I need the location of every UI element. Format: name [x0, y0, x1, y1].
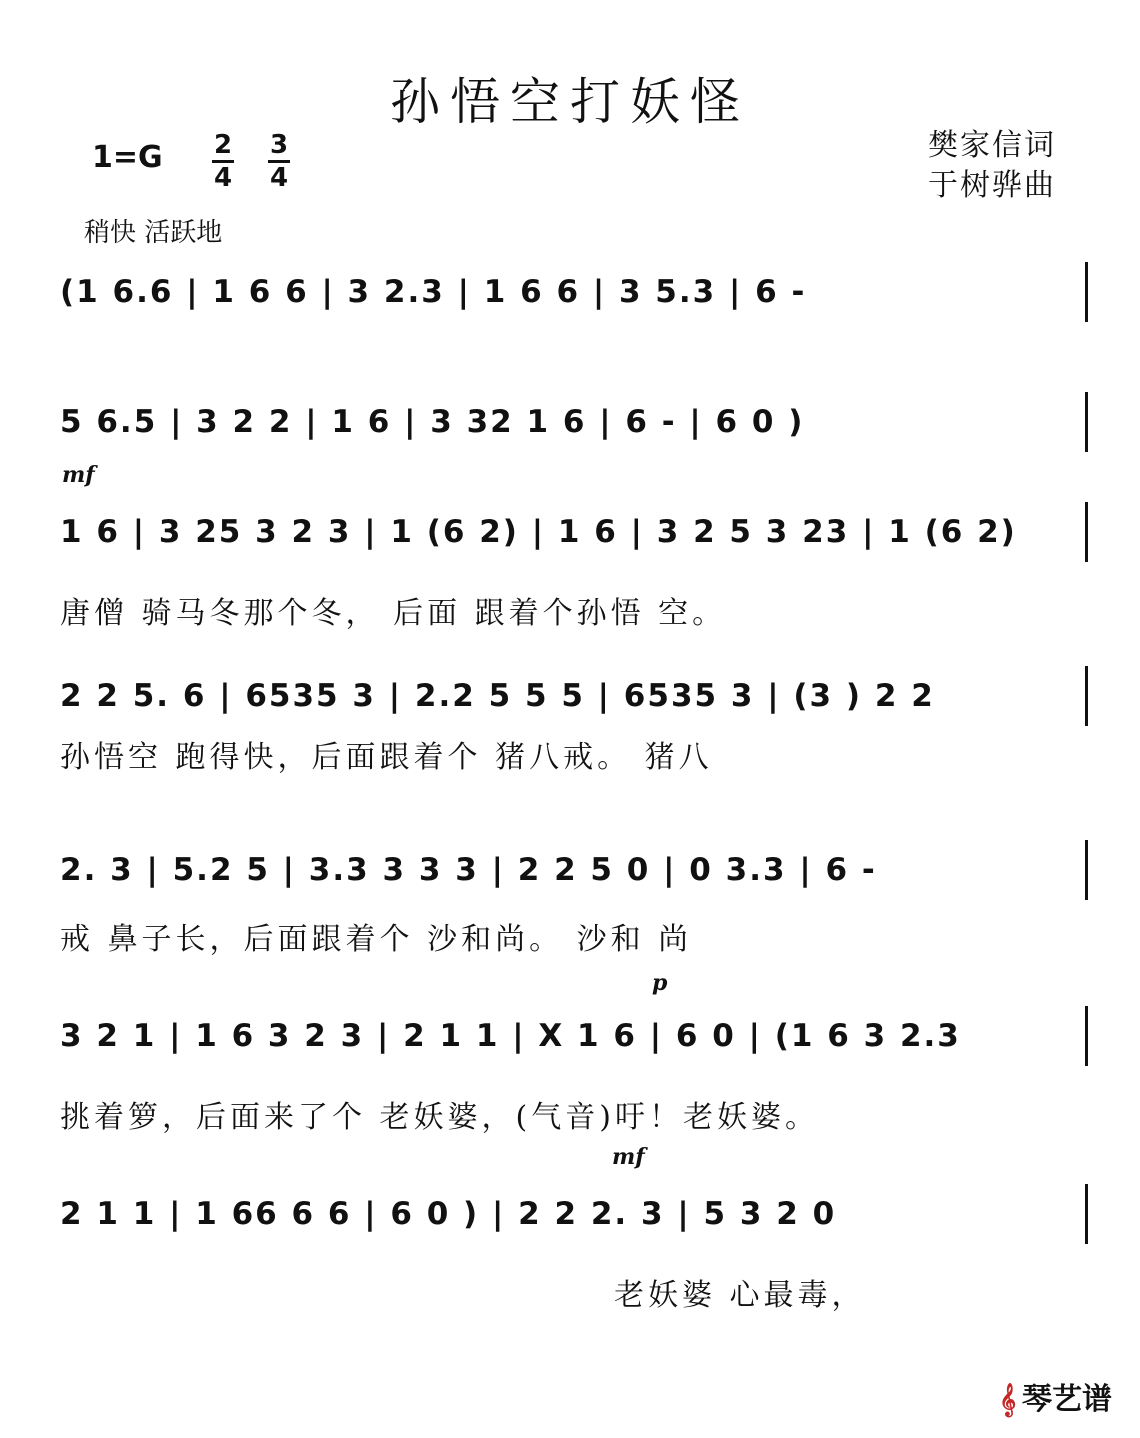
- barline: [1085, 392, 1088, 452]
- dynamic-mf: mf: [62, 462, 95, 488]
- barlines: [60, 1006, 1100, 1068]
- barline: [1085, 840, 1088, 900]
- barline: [1085, 1006, 1088, 1066]
- barline: [1085, 502, 1088, 562]
- barlines: [60, 502, 1100, 564]
- barline: [1085, 666, 1088, 726]
- logo-icon: 𝄞: [999, 1383, 1016, 1416]
- key-signature: 1=G: [92, 140, 163, 175]
- dynamic-p: p: [652, 970, 668, 996]
- time-signature-2-4: [212, 132, 234, 191]
- time-sig-numerator: 3: [269, 130, 289, 160]
- barlines: [60, 1184, 1100, 1246]
- notation-line: 3 2 1 | 1 6 3 2 3 | 2 1 1 | X 1 6 | 6 0 | (1 6 3 2.3: [60, 1018, 961, 1054]
- site-logo: [999, 1374, 1112, 1418]
- notation-line: 2 1 1 | 1 66 6 6 | 6 0 ) | 2 2 2. 3 | 5 3 2 0: [60, 1196, 837, 1232]
- lyric-line: 挑着箩，后面来了个 老妖婆，(气音)吁！老妖婆。: [60, 1100, 819, 1135]
- lyric-line: 戒 鼻子长，后面跟着个 沙和尚。 沙和 尚: [60, 922, 693, 957]
- notation-line: 5 6.5 | 3 2 2 | 1 6 | 3 32 1 6 | 6 - | 6 0 ): [60, 404, 805, 440]
- time-sig-denominator: 4: [213, 163, 233, 193]
- notation-line: (1 6.6 | 1 6 6 | 3 2.3 | 1 6 6 | 3 5.3 | 6 -: [60, 274, 807, 310]
- dynamic-mf: mf: [612, 1144, 645, 1170]
- composer-credit: 于树骅曲: [928, 168, 1056, 203]
- time-signature-3-4: [268, 132, 290, 191]
- lyric-line: 唐僧 骑马冬那个冬， 后面 跟着个孙悟 空。: [60, 596, 727, 631]
- barline: [1085, 1184, 1088, 1244]
- barline: [1085, 262, 1088, 322]
- notation-line: 2. 3 | 5.2 5 | 3.3 3 3 3 | 2 2 5 0 | 0 3.3 | 6 -: [60, 852, 877, 888]
- time-sig-denominator: 4: [269, 163, 289, 193]
- lyricist-credit: 樊家信词: [928, 128, 1056, 163]
- notation-line: 1 6 | 3 25 3 2 3 | 1 (6 2) | 1 6 | 3 2 5 3 23 | 1 (6 2): [60, 514, 1017, 550]
- tempo-marking: 稍快 活跃地: [84, 218, 223, 248]
- barlines: [60, 262, 1100, 324]
- time-sig-numerator: 2: [213, 130, 233, 160]
- barlines: [60, 840, 1100, 902]
- lyric-line: 老妖婆 心最毒，: [614, 1278, 866, 1313]
- barlines: [60, 666, 1100, 728]
- barlines: [60, 392, 1100, 454]
- notation-line: 2 2 5. 6 | 6535 3 | 2.2 5 5 5 | 6535 3 | (3 ) 2 2: [60, 678, 935, 714]
- logo-text: 琴艺谱: [1022, 1382, 1112, 1417]
- song-title: 孙悟空打妖怪: [390, 73, 750, 131]
- lyric-line: 孙悟空 跑得快，后面跟着个 猪八戒。 猪八: [60, 740, 713, 775]
